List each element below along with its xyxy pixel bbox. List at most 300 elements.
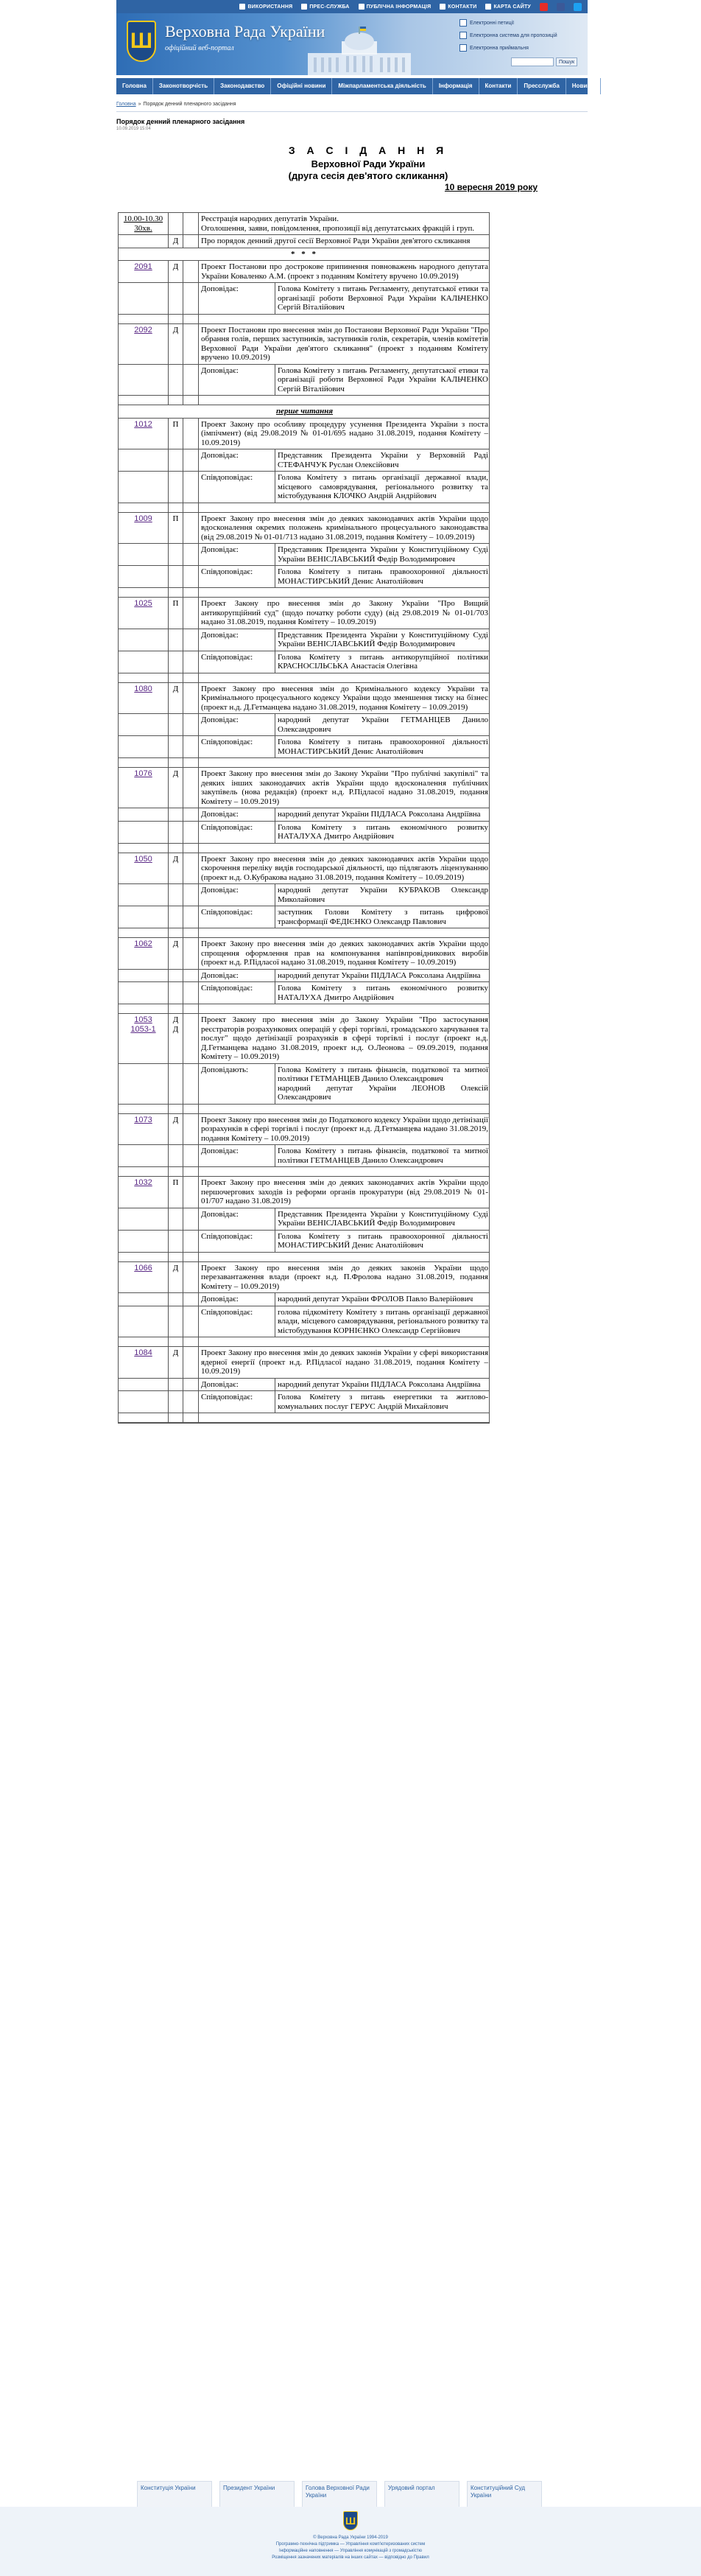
agenda-item-row: [119, 324, 489, 365]
empty-cell: [169, 714, 183, 735]
empty-cell: [119, 982, 169, 1004]
empty-cell: [183, 1293, 199, 1306]
empty-cell: [169, 1208, 183, 1230]
session-heading: [199, 144, 538, 192]
empty-cell: [169, 906, 183, 928]
empty-cell: [119, 1253, 169, 1261]
nav-item[interactable]: Законодавство: [214, 78, 271, 94]
empty-cell: [119, 844, 169, 853]
empty-cell: [169, 822, 183, 843]
initiator-mark: Д: [169, 324, 183, 364]
speaker-role: Доповідає:: [199, 365, 275, 396]
topbar-link-label: КАРТА САЙТУ: [493, 4, 531, 10]
agenda-item-row: [119, 213, 489, 235]
nav-item[interactable]: Пресслужба: [518, 78, 566, 94]
bill-number-cell: [119, 1014, 169, 1063]
carousel-item-label: Президент України: [223, 2485, 275, 2491]
nav-item[interactable]: Контакти: [479, 78, 518, 94]
agenda-item-row: [119, 683, 489, 715]
speaker-name: народний депутат України ПІДЛАСА Роксолана Андріївна: [278, 1379, 481, 1389]
empty-cell: [183, 1145, 199, 1166]
agenda-item-row: [119, 1114, 489, 1146]
speaker-name: народний депутат України КУБРАКОВ Олександр Миколайович: [278, 886, 488, 904]
empty-cell: [169, 651, 183, 673]
empty-cell: [119, 544, 169, 565]
empty-cell: [183, 928, 199, 937]
agenda-item-row: [119, 768, 489, 808]
empty-cell: [119, 315, 169, 323]
bill-number-cell: [119, 324, 169, 364]
bill-number-link[interactable]: 1084: [134, 1348, 152, 1357]
speaker-role: Співдоповідає:: [199, 472, 275, 503]
speaker-row: [119, 1231, 489, 1253]
search-form: [511, 57, 577, 66]
agenda-item-row: [119, 1347, 489, 1379]
speaker-name: Голова Комітету з питань фінансів, податкової та митної політики ГЕТМАНЦЕВ Данило Олександрович народний депутат України ЛЕОНОВ Олексій Олександрович: [278, 1065, 488, 1102]
footer-line: Програмно-технічна підтримка — Управління комп'ютеризованих систем: [275, 2542, 426, 2547]
empty-cell: [199, 1004, 490, 1013]
initiator-mark: П: [169, 513, 183, 544]
speaker-name: Голова Комітету з питань правоохоронної діяльності МОНАСТИРСЬКИЙ Денис Анатолійович: [278, 738, 488, 756]
page-title: Порядок денний пленарного засідання: [116, 118, 245, 125]
empty-cell: [183, 683, 199, 714]
empty-cell: [183, 261, 199, 282]
topbar-link-label: КОНТАКТИ: [448, 4, 477, 10]
heading-line-1: З А С І Д А Н Н Я: [288, 144, 448, 156]
empty-cell: [119, 1145, 169, 1166]
empty-cell: [169, 566, 183, 587]
empty-cell: [183, 768, 199, 808]
empty-cell: [119, 673, 169, 682]
empty-cell: [169, 928, 183, 937]
empty-cell: [183, 472, 199, 503]
site-title-text[interactable]: Верховна Рада України: [165, 22, 325, 41]
initiator-mark: П: [169, 419, 183, 449]
bill-number-link[interactable]: 1009: [134, 514, 152, 523]
speaker-role: Доповідає:: [199, 544, 275, 565]
footer-line: Розміщення зазначених матеріалів на інших сайтах — відповідно до Правил: [272, 2555, 429, 2560]
speaker-row: [119, 808, 489, 822]
agenda-item-text: Проект Закону про внесення змін до Податкового кодексу України щодо детінізації розрахунків в сфері торгівлі і послуг (проект н.д. Д.Гетманцева надано 31.08.2019, подання Комітету – 10.09.2019): [201, 1115, 488, 1143]
empty-cell: [169, 808, 183, 821]
topbar-link-label: ПУБЛІЧНА ІНФОРМАЦІЯ: [366, 4, 431, 10]
bill-number-link[interactable]: 1053-1: [130, 1024, 156, 1034]
bill-number-cell: [119, 1177, 169, 1208]
empty-cell: [199, 1253, 490, 1261]
speaker-name: Голова Комітету з питань економічного розвитку НАТАЛУХА Дмитро Андрійович: [278, 822, 488, 841]
empty-cell: [119, 1064, 169, 1104]
speaker-row: [119, 1208, 489, 1231]
empty-cell: [119, 396, 169, 405]
empty-cell: [119, 651, 169, 673]
empty-cell: [183, 714, 199, 735]
topbar-link[interactable]: [239, 4, 292, 10]
empty-cell: [119, 808, 169, 821]
topbar-link-label: ПРЕС-СЛУЖБА: [309, 4, 350, 10]
empty-cell: [183, 1306, 199, 1337]
empty-cell: [183, 758, 199, 767]
carousel-item-label: Конституція України: [141, 2485, 196, 2491]
speaker-name: народний депутат України ФРОЛОВ Павло Валерійович: [278, 1295, 473, 1303]
quicklink-label: Електронні петиції: [470, 20, 515, 26]
parliament-building-icon: [300, 25, 418, 75]
topbar-link[interactable]: [485, 4, 531, 10]
speaker-role: Співдоповідає:: [199, 1391, 275, 1413]
quicklink-label: Електронна приймальня: [470, 45, 529, 51]
empty-cell: [183, 822, 199, 843]
bill-number-cell: [119, 513, 169, 544]
speaker-name: Представник Президента України у Верховній Раді СТЕФАНЧУК Руслан Олексійович: [278, 451, 488, 469]
speaker-row: [119, 906, 489, 928]
agenda-spacer-row: [119, 1167, 489, 1177]
empty-cell: [169, 315, 183, 323]
empty-cell: [183, 1014, 199, 1063]
speaker-role: Співдоповідає:: [199, 651, 275, 673]
empty-cell: [169, 758, 183, 767]
empty-cell: [169, 1391, 183, 1413]
empty-cell: [183, 844, 199, 853]
speaker-name: народний депутат України ПІДЛАСА Роксолана Андріївна: [278, 810, 481, 819]
bill-number-cell: [119, 1262, 169, 1293]
bill-number-link[interactable]: 2091: [134, 262, 152, 271]
speaker-row: [119, 1391, 489, 1413]
initiator-mark: Д: [169, 1262, 183, 1293]
empty-cell: [183, 651, 199, 673]
topbar-link[interactable]: [359, 4, 431, 10]
bill-number-link[interactable]: 1053: [134, 1015, 152, 1024]
empty-cell: [119, 714, 169, 735]
empty-cell: [169, 503, 183, 512]
bill-number-cell: [119, 1347, 169, 1378]
empty-cell: [183, 1114, 199, 1145]
empty-cell: [183, 1391, 199, 1413]
empty-cell: [169, 283, 183, 314]
speaker-name: Голова Комітету з питань фінансів, податкової та митної політики ГЕТМАНЦЕВ Данило Олександрович: [278, 1147, 488, 1165]
section-heading: перше читання: [275, 407, 334, 416]
empty-cell: [119, 629, 169, 651]
agenda-spacer-row: [119, 1337, 489, 1347]
top-utility-bar: [116, 0, 588, 13]
empty-cell: [183, 1337, 199, 1346]
speaker-name: Представник Президента України у Конституційному Суді України ВЕНІСЛАВСЬКИЙ Федір Володимирович: [278, 1209, 488, 1228]
bill-number-cell: [119, 853, 169, 884]
empty-cell: [119, 1391, 169, 1413]
agenda-spacer-row: [119, 758, 489, 768]
empty-cell: [183, 449, 199, 471]
agenda-item-row: [119, 1014, 489, 1064]
agenda-item-row: [119, 598, 489, 629]
empty-cell: [199, 1413, 490, 1422]
empty-cell: [183, 1208, 199, 1230]
speaker-name: заступник Голови Комітету з питань цифрової трансформації ФЕДІЄНКО Олександр Павлович: [278, 908, 488, 926]
empty-cell: [183, 1347, 199, 1378]
speaker-name: народний депутат України ГЕТМАНЦЕВ Данило Олександрович: [278, 715, 488, 734]
nav-item[interactable]: Новини: [566, 78, 601, 94]
quicklink-item[interactable]: [459, 30, 585, 41]
speaker-role: Доповідає:: [199, 970, 275, 982]
speaker-name: голова підкомітету Комітету з питань організації державної влади, місцевого самоврядування, регіонального розвитку та містобудування КОРНІЄНКО Олександр Сергійович: [278, 1307, 488, 1335]
agenda-spacer-row: [119, 315, 489, 324]
empty-cell: [183, 970, 199, 982]
empty-cell: [119, 1337, 169, 1346]
speaker-row: [119, 1293, 489, 1306]
speaker-name: Голова Комітету з питань Регламенту, депутатської етики та організації роботи Верховної Ради України КАЛЬЧЕНКО Сергій Віталійович: [278, 284, 488, 312]
empty-cell: [119, 1105, 169, 1113]
agenda-spacer-row: [119, 503, 489, 513]
empty-cell: [199, 588, 490, 597]
agenda-item-text: Проект Постанови про внесення змін до Постанови Верховної Ради України "Про обрання голів, перших заступників, заступників голів, секретарів, членів комітетів Верховної Ради України дев'ятого скликання" (проект з поданням Комітету вручено 10.09.2019): [201, 325, 488, 362]
speaker-row: [119, 651, 489, 673]
speaker-row: [119, 714, 489, 736]
initiator-mark: Д: [169, 768, 183, 808]
bill-number-cell: [119, 683, 169, 714]
empty-cell: [183, 673, 199, 682]
topbar-link[interactable]: [301, 4, 349, 10]
speaker-role: Співдоповідає:: [199, 736, 275, 757]
speaker-role: Співдоповідає:: [199, 822, 275, 843]
initiator-mark: Д: [169, 853, 183, 884]
bill-number-cell: [119, 768, 169, 808]
empty-cell: [169, 1379, 183, 1391]
speaker-row: [119, 566, 489, 588]
empty-cell: [183, 1231, 199, 1252]
speaker-row: [119, 982, 489, 1004]
empty-cell: [183, 1167, 199, 1176]
bill-number-link[interactable]: 1025: [134, 599, 152, 608]
speaker-row: [119, 365, 489, 396]
trident-emblem-icon[interactable]: Ш: [127, 21, 156, 62]
empty-cell: [119, 1004, 169, 1013]
empty-cell: [119, 1208, 169, 1230]
breadcrumb: [116, 102, 236, 107]
header-banner: [116, 13, 588, 75]
bill-number-link[interactable]: 1062: [134, 939, 152, 948]
speaker-role: Доповідає:: [199, 884, 275, 906]
empty-cell: [183, 808, 199, 821]
empty-cell: [119, 365, 169, 396]
agenda-spacer-row: [119, 673, 489, 683]
bill-number-link[interactable]: 1076: [134, 769, 152, 778]
nav-item[interactable]: Міжпарламентська діяльність: [332, 78, 432, 94]
site-subtitle: офіційний веб-портал: [165, 44, 234, 52]
speaker-name: Представник Президента України у Конституційному Суді України ВЕНІСЛАВСЬКИЙ Федір Володимирович: [278, 630, 488, 648]
empty-cell: [119, 758, 169, 767]
agenda-item-row: [119, 513, 489, 545]
empty-cell: [119, 1379, 169, 1391]
empty-cell: [183, 503, 199, 512]
bill-number-cell: 10.00-10.30 30хв.: [119, 213, 169, 234]
speaker-row: [119, 283, 489, 315]
bill-number-cell: [119, 1114, 169, 1145]
agenda-spacer-row: [119, 588, 489, 598]
empty-cell: [183, 1379, 199, 1391]
footer-emblem-icon: Ш: [343, 2511, 358, 2530]
initiator-mark: Д: [169, 235, 183, 248]
agenda-spacer-row: [119, 1413, 489, 1423]
topbar-link-icon: [440, 4, 445, 10]
agenda-item-text: Проект Закону про внесення змін до деяких законодавчих актів України щодо скорочення переліку видів господарської діяльності, що підлягають ліцензуванню (проект н.д. О.Кубракова надано 31.08.2019, подання Комітету – 10.09.2019): [201, 854, 488, 882]
quicklink-icon: [459, 44, 467, 52]
empty-cell: [183, 1105, 199, 1113]
empty-cell: [183, 324, 199, 364]
speaker-role: Співдоповідає:: [199, 566, 275, 587]
breadcrumb-current: Порядок денний пленарного засідання: [143, 102, 236, 107]
nav-item[interactable]: Інформація: [433, 78, 479, 94]
agenda-table: [118, 212, 490, 1424]
initiator-mark: Д Д: [169, 1014, 183, 1063]
bill-number-cell: [119, 598, 169, 629]
empty-cell: [183, 884, 199, 906]
speaker-row: [119, 449, 489, 472]
speaker-role: Співдоповідає:: [199, 906, 275, 928]
agenda-item-text: Проект Закону про внесення змін до деяких законодавчих актів України щодо спрощення оформлення прав на компонування напівпровідникових виробів (проект н.д. Р.Підласої надано 31.08.2019, подання Комітету – 10.09.2019): [201, 939, 488, 967]
empty-cell: [119, 1167, 169, 1176]
empty-cell: [169, 1253, 183, 1261]
empty-cell: [119, 1413, 169, 1422]
speaker-row: [119, 544, 489, 566]
agenda-spacer-row: [119, 1253, 489, 1262]
youtube-icon[interactable]: [540, 3, 548, 11]
quicklink-icon: [459, 32, 467, 39]
agenda-item-text: Проект Закону про внесення змін до деяких законів України у сфері використання ядерної енергії (проект н.д. Р.Підласої надано 31.08.2019, подання Комітету – 10.09.2019): [201, 1348, 488, 1376]
bill-number-link[interactable]: 1066: [134, 1263, 152, 1273]
bill-number-cell: [119, 235, 169, 248]
empty-cell: [183, 365, 199, 396]
empty-cell: [169, 970, 183, 982]
speaker-role: Доповідає:: [199, 714, 275, 735]
empty-cell: [169, 1337, 183, 1346]
empty-cell: [199, 758, 490, 767]
agenda-item-row: [119, 419, 489, 450]
empty-cell: [169, 1306, 183, 1337]
heading-line-3: (друга сесія дев'ятого скликання): [288, 170, 448, 181]
empty-cell: [183, 736, 199, 757]
empty-cell: [183, 598, 199, 629]
empty-cell: [119, 884, 169, 906]
empty-cell: [183, 315, 199, 323]
empty-cell: [169, 1413, 183, 1422]
agenda-spacer-row: [119, 844, 489, 853]
speaker-name: Голова Комітету з питань Регламенту, депутатської етики та організації роботи Верховної Ради України КАЛЬЧЕНКО Сергій Віталійович: [278, 365, 488, 393]
agenda-item-row: [119, 261, 489, 283]
speaker-row: [119, 884, 489, 906]
speaker-role: Співдоповідає:: [199, 982, 275, 1004]
speaker-row: [119, 736, 489, 758]
agenda-item-row: [119, 1262, 489, 1294]
separator-stars: * * *: [291, 249, 318, 259]
nav-item[interactable]: Офіційні новини: [271, 78, 332, 94]
agenda-separator-row: [119, 248, 489, 262]
speaker-row: [119, 472, 489, 503]
agenda-item-text: Проект Закону про внесення змін до Закону України "Про Вищий антикорупційний суд" (щодо початку роботи суду) (від 29.08.2019 № 01-01/703 надано 31.08.2019, подання Комітету – 10.09.2019): [201, 599, 488, 626]
speaker-role: Доповідає:: [199, 449, 275, 471]
speaker-row: [119, 970, 489, 983]
agenda-item-text: Проект Закону про внесення змін до деяких законодавчих актів України щодо вдосконалення окремих положень кримінального процесуального законодавства (від 29.08.2019 № 01-01/713 надано 31.08.2019, подання Комітету – 10.09.2019): [201, 514, 488, 542]
empty-cell: [169, 544, 183, 565]
agenda-item-text: Проект Закону про особливу процедуру усунення Президента України з поста (імпічмент) (від 29.08.2019 № 01-01/695 надано 31.08.2019, подання Комітету – 10.09.2019): [201, 419, 488, 447]
agenda-item-text: Проект Закону про внесення змін до деяких законів України щодо перезавантаження влади (проект н.д. П.Фролова надано 31.08.2019, подання Комітету – 10.09.2019): [201, 1263, 488, 1291]
empty-cell: [169, 629, 183, 651]
empty-cell: [169, 844, 183, 853]
speaker-name: Голова Комітету з питань економічного розвитку НАТАЛУХА Дмитро Андрійович: [278, 984, 488, 1002]
bill-number-link[interactable]: 1050: [134, 854, 152, 864]
agenda-spacer-row: [119, 1004, 489, 1014]
empty-cell: [119, 1293, 169, 1306]
bill-number-cell: [119, 938, 169, 969]
speaker-name: Голова Комітету з питань антикорупційної політики КРАСНОСІЛЬСЬКА Анастасія Олегівна: [278, 652, 488, 671]
empty-cell: [183, 1253, 199, 1261]
speaker-row: [119, 1145, 489, 1167]
heading-date: 10 вересня 2019 року: [444, 182, 538, 192]
empty-cell: [169, 396, 183, 405]
topbar-link-icon: [301, 4, 307, 10]
initiator-mark: Д: [169, 1114, 183, 1145]
carousel-item-label: Голова Верховної Ради України: [306, 2485, 370, 2499]
bill-number-link[interactable]: 2092: [134, 325, 152, 335]
agenda-section-row: [119, 405, 489, 419]
empty-cell: [199, 315, 490, 323]
bill-number-link[interactable]: 1012: [134, 419, 152, 429]
twitter-icon[interactable]: [574, 3, 582, 11]
empty-cell: [119, 736, 169, 757]
empty-cell: [169, 736, 183, 757]
empty-cell: [119, 1231, 169, 1252]
main-nav: [116, 78, 595, 94]
breadcrumb-home-link[interactable]: Головна: [116, 102, 136, 107]
quicklink-label: Електронна система для пропозицій: [470, 32, 557, 38]
empty-cell: [169, 884, 183, 906]
speaker-name: Голова Комітету з питань енергетики та житлово-комунальних послуг ГЕРУС Андрій Михайлович: [278, 1393, 488, 1411]
empty-cell: [169, 472, 183, 503]
agenda-item-text: Проект Закону про внесення змін до Закону України "Про застосування реєстраторів розрахункових операцій у сфері торгівлі, громадського харчування та послуг" щодо детінізації розрахунків в сфері торгівлі і послуг (проект н.д. Д.Гетманцева надано 31.08.2019, проект н.д. О.Леонова – 09.09.2019, подання Комітету – 10.09.2019): [201, 1015, 488, 1061]
empty-cell: [183, 513, 199, 544]
quicklink-item[interactable]: [459, 43, 585, 53]
nav-item[interactable]: Головна: [116, 78, 153, 94]
quick-links: [459, 18, 585, 55]
bill-number-link[interactable]: 1032: [134, 1178, 152, 1187]
empty-cell: [169, 1167, 183, 1176]
search-input[interactable]: [511, 57, 554, 66]
quicklink-item[interactable]: [459, 18, 585, 28]
facebook-icon[interactable]: [557, 3, 565, 11]
empty-cell: [169, 1004, 183, 1013]
speaker-role: Доповідає:: [199, 283, 275, 314]
empty-cell: [183, 938, 199, 969]
nav-item[interactable]: Законотворчість: [153, 78, 214, 94]
bill-number-link[interactable]: 1080: [134, 684, 152, 693]
agenda-item-text: Проект Закону про внесення змін до Закону України "Про публічні закупівлі" та деяких інших законодавчих актів України щодо вдосконалення публічних закупівель (нова редакція) (проект н.д. Р.Підласої надано 31.08.2019, подання Комітету – 10.09.2019): [201, 769, 488, 806]
agenda-item-row: [119, 1177, 489, 1208]
empty-cell: [183, 853, 199, 884]
empty-cell: [183, 629, 199, 651]
initiator-mark: П: [169, 1177, 183, 1208]
search-button[interactable]: Пошук: [556, 57, 577, 66]
empty-cell: [119, 928, 169, 937]
speaker-role: Доповідають:: [199, 1064, 275, 1104]
bill-number-cell: [119, 419, 169, 449]
empty-cell: [169, 1293, 183, 1306]
empty-cell: [199, 396, 490, 405]
speaker-name: Голова Комітету з питань правоохоронної діяльності МОНАСТИРСЬКИЙ Денис Анатолійович: [278, 567, 488, 586]
footer-line: Інформаційне наповнення — Управління комунікацій з громадськістю: [279, 2549, 422, 2553]
empty-cell: [119, 906, 169, 928]
empty-cell: [169, 1145, 183, 1166]
bill-number-link[interactable]: 1073: [134, 1115, 152, 1124]
speaker-name: народний депутат України ПІДЛАСА Роксолана Андріївна: [278, 970, 481, 980]
empty-cell: [183, 1177, 199, 1208]
topbar-link[interactable]: [440, 4, 476, 10]
speaker-role: Доповідає:: [199, 629, 275, 651]
